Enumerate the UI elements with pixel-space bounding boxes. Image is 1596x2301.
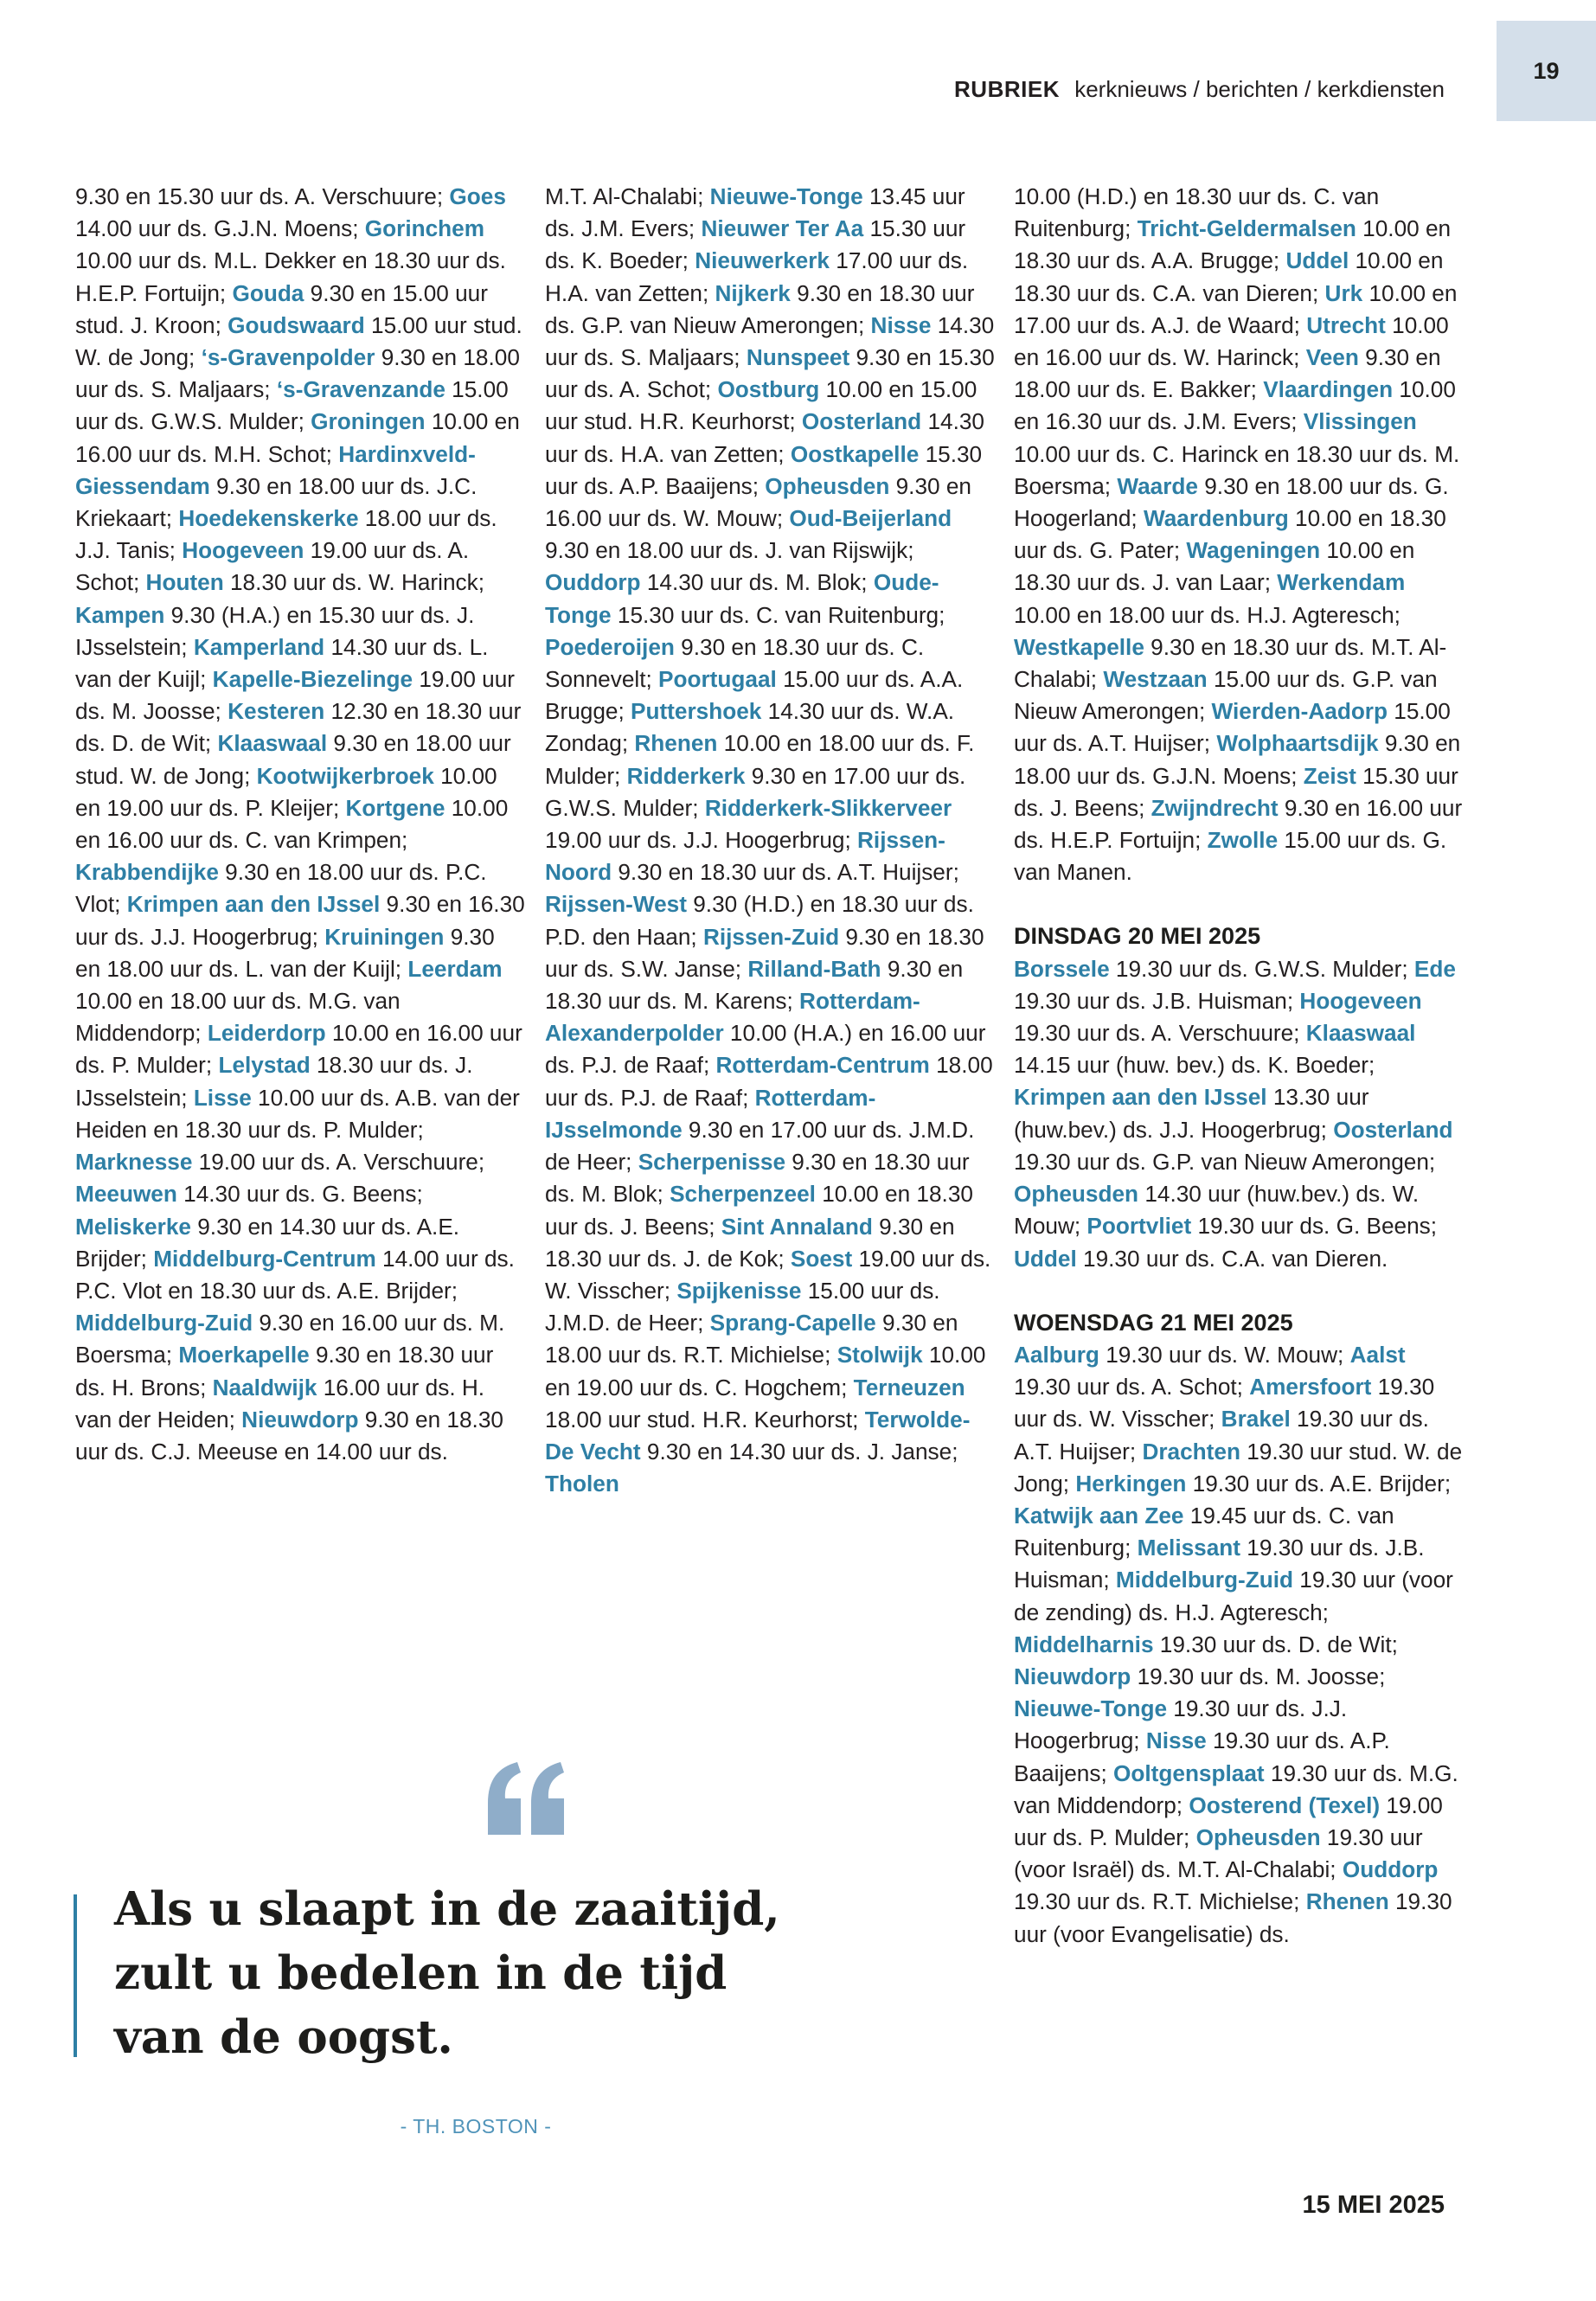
place-name: Opheusden (765, 472, 890, 499)
page-header (954, 76, 1445, 103)
place-name: Kesteren (228, 698, 325, 725)
place-name: Zeist (1303, 762, 1356, 789)
service-details: 19.30 uur ds. A. Verschuure; (1014, 1020, 1306, 1047)
place-name: Hoedekenskerke (178, 505, 359, 532)
service-details: 9.30 en 15.30 uur ds. A. Verschuure; (75, 183, 450, 209)
quote-author: - TH. BOSTON - (400, 2115, 552, 2138)
service-details: 9.30 en 17.00 uur ds. G.W.S. Mulder; (545, 762, 966, 821)
service-details: 19.30 uur ds. M.G. van Middendorp; (1014, 1759, 1458, 1818)
service-details: 14.30 uur ds. M. Blok; (640, 569, 874, 596)
service-details: 18.00 uur ds. J.J. Tanis; (75, 505, 497, 564)
service-details: 10.00 uur ds. C. Harinck en 18.30 uur ds. M. Boersma; (1014, 440, 1460, 499)
place-name: Vlissingen (1303, 408, 1417, 435)
service-details: 9.30 en 18.00 uur ds. G.J.N. Moens; (1014, 730, 1461, 789)
place-name: Kruiningen (324, 923, 445, 950)
service-details: 13.30 uur (huw.bev.) ds. J.J. Hoogerbrug; (1014, 1084, 1369, 1143)
place-name: Nieuwdorp (241, 1406, 359, 1433)
place-name: Vlaardingen (1263, 376, 1394, 403)
place-name: Waardenburg (1143, 505, 1289, 532)
place-name: Rijssen-Noord (545, 827, 945, 886)
service-details: 9.30 en 18.30 uur ds. A.T. Huijser; (612, 859, 959, 886)
place-name: Klaaswaal (1305, 1020, 1416, 1047)
service-details: 9.30 en 15.00 uur stud. J. Kroon; (75, 279, 488, 338)
service-details: 9.30 en 18.00 uur ds. L. van der Kuijl; (75, 923, 495, 982)
service-details: 14.30 uur ds. L. van der Kuijl; (75, 633, 489, 693)
place-name: Goes (449, 183, 506, 209)
place-name: Urk (1324, 279, 1363, 306)
place-name: Goudswaard (228, 311, 365, 338)
service-details: 19.30 uur ds. W. Visscher; (1014, 1374, 1435, 1433)
place-name: Terwolde-De Vecht (545, 1406, 971, 1465)
service-details: 15.30 uur ds. C. van Ruitenburg; (611, 601, 945, 628)
service-details: 9.30 en 18.30 uur ds. J. de Kok; (545, 1213, 955, 1272)
service-details: 19.30 uur ds. A. Schot; (1014, 1374, 1250, 1400)
place-name: Kootwijkerbroek (256, 762, 434, 789)
service-details: 9.30 en 18.30 uur ds. C. Sonnevelt; (545, 633, 925, 693)
service-details: 9.30 en 18.00 uur ds. J.C. Kriekaart; (75, 472, 478, 532)
service-details: M.T. Al-Chalabi; (545, 183, 710, 209)
service-details: 19.00 uur ds. M. Joosse; (75, 666, 516, 725)
service-details: 10.00 en 18.30 uur ds. J. van Laar; (1014, 537, 1415, 596)
place-name: Utrecht (1306, 311, 1386, 338)
service-details: 9.30 en 18.30 uur ds. C.J. Meeuse en 14.00 uur ds. (75, 1406, 503, 1465)
services-text-wednesday (1014, 1339, 1464, 1951)
service-details: 9.30 en 14.30 uur ds. A.E. Brijder; (75, 1213, 460, 1272)
service-details: 19.30 uur ds. C.A. van Dieren. (1076, 1245, 1388, 1272)
place-name: Naaldwijk (212, 1374, 317, 1400)
place-name: Uddel (1285, 247, 1349, 274)
place-name: Scherpenzeel (670, 1181, 816, 1208)
place-name: Groningen (311, 408, 426, 435)
service-details: 19.30 uur (voor Evangelisatie) ds. (1014, 1888, 1452, 1947)
place-name: Melissant (1137, 1535, 1241, 1561)
service-details: 18.30 uur ds. W. Harinck; (223, 569, 485, 596)
service-details: 19.30 uur stud. W. de Jong; (1014, 1438, 1463, 1497)
place-name: Nunspeet (746, 344, 850, 371)
place-name: Veen (1305, 344, 1359, 371)
service-details: 10.00 (H.D.) en 18.30 uur ds. C. van Ruitenburg; (1014, 183, 1380, 242)
quote-open-icon (483, 1760, 569, 1838)
issue-date: 15 MEI 2025 (1302, 2191, 1445, 2219)
place-name: Krabbendijke (75, 859, 219, 886)
place-name: Katwijk aan Zee (1014, 1502, 1184, 1529)
place-name: Klaaswaal (217, 730, 328, 757)
place-name: Rotterdam-IJsselmonde (545, 1084, 876, 1143)
service-details: 9.30 en 18.30 uur ds. M. Blok; (545, 1149, 970, 1208)
place-name: Soest (790, 1245, 853, 1272)
place-name: ‘s-Gravenpolder (201, 344, 375, 371)
place-name: Nieuwe-Tonge (1014, 1695, 1168, 1722)
place-name: Ouddorp (545, 569, 641, 596)
service-details: 14.30 uur ds. W.A. Zondag; (545, 698, 955, 757)
section-heading-wednesday: WOENSDAG 21 MEI 2025 (1014, 1309, 1293, 1336)
column-2 (545, 181, 995, 1500)
service-details: 19.30 uur ds. D. de Wit; (1153, 1631, 1398, 1657)
place-name: Oosterland (801, 408, 922, 435)
service-details: 15.30 uur ds. J. Beens; (1014, 762, 1458, 821)
place-name: Oud-Beijerland (789, 505, 952, 532)
place-name: Zwijndrecht (1151, 794, 1279, 821)
place-name: Ridderkerk (626, 762, 746, 789)
service-details: 19.30 uur ds. J.B. Huisman; (1014, 1535, 1425, 1593)
place-name: Rhenen (634, 730, 718, 757)
service-details: 19.00 uur ds. J.J. Hoogerbrug; (545, 827, 858, 854)
place-name: Hardinxveld-Giessendam (75, 440, 476, 499)
service-details: 10.00 en 15.00 uur stud. H.R. Keurhorst; (545, 376, 977, 435)
place-name: Kapelle-Biezelinge (212, 666, 413, 693)
service-details: 15.00 uur ds. G.P. van Nieuw Amerongen; (1014, 666, 1438, 725)
place-name: Meeuwen (75, 1181, 177, 1208)
place-name: Ouddorp (1342, 1856, 1439, 1883)
services-text (1014, 181, 1464, 888)
service-details: 19.00 uur ds. A. Schot; (75, 537, 470, 596)
place-name: Rijssen-Zuid (702, 923, 840, 950)
place-name: Rotterdam-Centrum (715, 1052, 930, 1079)
service-details: 9.30 en 16.00 uur ds. W. Mouw; (545, 472, 971, 532)
place-name: Middelburg-Centrum (153, 1245, 376, 1272)
place-name: Wolphaartsdijk (1216, 730, 1379, 757)
service-details: 19.30 uur (voor Israël) ds. M.T. Al-Chalabi; (1014, 1823, 1423, 1883)
place-name: Nieuwerkerk (695, 247, 830, 274)
service-details: 9.30 en 18.00 uur ds. E. Bakker; (1014, 344, 1441, 403)
service-details: 9.30 en 17.00 uur ds. J.M.D. de Heer; (545, 1116, 975, 1176)
service-details: 10.00 en 18.30 uur ds. A.A. Brugge; (1014, 215, 1452, 274)
pull-quote-line: van de oogst. (114, 2010, 453, 2064)
place-name: Marknesse (75, 1149, 193, 1176)
service-details: 19.30 uur ds. M. Joosse; (1131, 1663, 1386, 1689)
place-name: Oostburg (717, 376, 820, 403)
service-details: 9.30 en 18.00 uur ds. J. van Rijswijk; (545, 537, 914, 564)
place-name: Meliskerke (75, 1213, 191, 1240)
service-details: 19.00 uur ds. W. Visscher; (545, 1245, 991, 1304)
services-text (545, 181, 995, 1500)
place-name: Kamperland (193, 633, 325, 660)
place-name: Westkapelle (1014, 633, 1144, 660)
pull-quote-line: zult u bedelen in de tijd (114, 1946, 727, 2000)
service-details: 9.30 en 14.30 uur ds. J. Janse; (640, 1438, 958, 1465)
service-details: 10.00 en 18.00 uur ds. H.J. Agteresch; (1014, 601, 1401, 628)
service-details: 9.30 en 18.30 uur ds. G.P. van Nieuw Amerongen; (545, 279, 975, 338)
place-name: Oude-Tonge (545, 569, 939, 628)
service-details: 14.30 uur (huw.bev.) ds. W. Mouw; (1014, 1181, 1420, 1240)
place-name: Scherpenisse (638, 1149, 786, 1176)
service-details: 19.30 uur ds. W. Mouw; (1099, 1341, 1350, 1368)
service-details: 18.00 uur stud. H.R. Keurhorst; (545, 1406, 865, 1433)
service-details: 14.00 uur ds. G.J.N. Moens; (75, 215, 365, 242)
place-name: Middelharnis (1014, 1631, 1154, 1657)
page-number-tab: 19 (1497, 21, 1596, 121)
place-name: Nieuwe-Tonge (709, 183, 863, 209)
place-name: Poederoijen (545, 633, 675, 660)
pull-quote-line: Als u slaapt in de zaaitijd, (114, 1882, 780, 1936)
place-name: Leiderdorp (207, 1020, 326, 1047)
service-details: 17.00 uur ds. H.A. van Zetten; (545, 247, 969, 306)
service-details: 15.00 uur ds. G. van Manen. (1014, 827, 1447, 886)
service-details: 10.00 uur ds. A.B. van der Heiden en 18.30 uur ds. P. Mulder; (75, 1084, 520, 1143)
service-details: 9.30 en 15.30 uur ds. A. Schot; (545, 344, 995, 403)
rubriek-label: RUBRIEK (954, 76, 1060, 102)
service-details: 9.30 en 18.00 uur ds. S. Maljaars; (75, 344, 520, 403)
place-name: Terneuzen (853, 1374, 965, 1400)
service-details: 10.00 en 17.00 uur ds. A.J. de Waard; (1014, 279, 1458, 338)
place-name: Rhenen (1305, 1888, 1389, 1915)
service-details: 10.00 en 16.00 uur ds. C. van Krimpen; (75, 794, 509, 854)
service-details: 19.30 uur ds. J.J. Hoogerbrug; (1014, 1695, 1348, 1754)
service-details: 15.00 uur ds. A.T. Huijser; (1014, 698, 1451, 757)
place-name: Opheusden (1014, 1181, 1139, 1208)
place-name: Poortugaal (658, 666, 777, 693)
place-name: Gouda (232, 279, 304, 306)
service-details: 10.00 en 19.00 uur ds. P. Kleijer; (75, 762, 497, 821)
place-name: Sint Annaland (721, 1213, 873, 1240)
service-details: 9.30 en 18.30 uur ds. M.T. Al-Chalabi; (1014, 633, 1447, 693)
place-name: Oosterend (Texel) (1189, 1791, 1381, 1818)
service-details: 9.30 en 18.00 uur ds. P.C. Vlot; (75, 859, 487, 918)
place-name: Wierden-Aadorp (1211, 698, 1388, 725)
service-details: 14.30 uur ds. G. Beens; (176, 1181, 423, 1208)
place-name: Spijkenisse (676, 1277, 802, 1304)
place-name: Sprang-Capelle (709, 1310, 876, 1336)
place-name: Drachten (1142, 1438, 1240, 1465)
service-details: 19.30 uur (voor de zending) ds. H.J. Agteresch; (1014, 1567, 1453, 1625)
service-details: 14.30 uur ds. S. Maljaars; (545, 311, 995, 371)
place-name: Leerdam (407, 955, 503, 982)
place-name: Middelburg-Zuid (75, 1310, 253, 1336)
place-name: Aalst (1349, 1341, 1406, 1368)
place-name: Ridderkerk-Slikkerveer (704, 794, 952, 821)
place-name: Borssele (1014, 955, 1110, 982)
section-heading-tuesday: DINSDAG 20 MEI 2025 (1014, 923, 1261, 950)
place-name: Nisse (1145, 1727, 1207, 1754)
quote-accent-bar (74, 1894, 77, 2057)
place-name: Zwolle (1207, 827, 1279, 854)
service-details: 19.30 uur ds. J.B. Huisman; (1014, 987, 1300, 1014)
place-name: Amersfoort (1249, 1374, 1372, 1400)
place-name: Hoogeveen (182, 537, 304, 564)
place-name: Wageningen (1186, 537, 1321, 564)
service-details: 19.30 uur ds. R.T. Michielse; (1014, 1888, 1306, 1915)
place-name: Middelburg-Zuid (1115, 1567, 1293, 1593)
place-name: Hoogeveen (1299, 987, 1422, 1014)
service-details: 9.30 en 18.30 uur ds. H. Brons; (75, 1342, 494, 1400)
place-name: Westzaan (1103, 666, 1208, 693)
service-details: 15.00 uur ds. G.W.S. Mulder; (75, 376, 509, 435)
service-details: 15.30 uur ds. K. Boeder; (545, 215, 966, 274)
service-details: 9.30 en 18.30 uur ds. M. Karens; (545, 955, 964, 1015)
place-name: Gorinchem (364, 215, 485, 242)
service-details: 9.30 en 16.30 uur ds. J.J. Hoogerbrug; (75, 891, 525, 950)
place-name: Waarde (1117, 472, 1198, 499)
place-name: Tholen (545, 1471, 619, 1497)
place-name: Werkendam (1277, 569, 1406, 596)
place-name: Aalburg (1014, 1341, 1099, 1368)
place-name: Kampen (75, 601, 165, 628)
place-name: Brakel (1221, 1406, 1291, 1433)
place-name: Moerkapelle (178, 1342, 310, 1368)
service-details: 19.30 uur ds. G.P. van Nieuw Amerongen; (1014, 1148, 1436, 1175)
service-details: 9.30 en 18.30 uur ds. S.W. Janse; (545, 923, 984, 982)
service-details: 10.00 en 18.30 uur ds. C.A. van Dieren; (1014, 247, 1444, 306)
column-1 (75, 181, 525, 1468)
place-name: Ede (1413, 955, 1456, 982)
service-details: 13.45 uur ds. J.M. Evers; (545, 183, 965, 242)
service-details: 9.30 en 18.00 uur ds. R.T. Michielse; (545, 1310, 958, 1368)
place-name: Opheusden (1195, 1823, 1321, 1850)
service-details: 14.30 uur ds. H.A. van Zetten; (545, 408, 984, 467)
service-details: 9.30 en 16.00 uur ds. M. Boersma; (75, 1310, 505, 1368)
place-name: Rijssen-West (545, 891, 687, 918)
service-details: 15.00 uur stud. W. de Jong; (75, 311, 522, 371)
service-details: 14.00 uur ds. P.C. Vlot en 18.30 uur ds. A.E. Brijder; (75, 1245, 515, 1304)
service-details: 15.00 uur ds. J.M.D. de Heer; (545, 1277, 940, 1336)
place-name: Houten (145, 569, 224, 596)
service-details: 9.30 (H.A.) en 15.30 uur ds. J. IJsselstein; (75, 601, 475, 660)
place-name: Krimpen aan den IJssel (126, 891, 381, 918)
place-name: Rilland-Bath (747, 955, 881, 982)
service-details: 14.15 uur (huw. bev.) ds. K. Boeder; (1014, 1052, 1375, 1079)
pull-quote (114, 1877, 824, 2069)
service-details: 9.30 (H.D.) en 18.30 uur ds. P.D. den Haan; (545, 891, 974, 950)
place-name: Lisse (193, 1084, 252, 1111)
service-details: 10.00 en 18.30 uur ds. J. Beens; (545, 1181, 973, 1240)
service-details: 10.00 en 16.30 uur ds. J.M. Evers; (1014, 376, 1456, 435)
place-name: Puttershoek (631, 698, 762, 725)
service-details: 19.00 uur ds. A. Verschuure; (192, 1149, 485, 1176)
service-details: 10.00 en 18.30 uur ds. G. Pater; (1014, 505, 1446, 564)
place-name: Nieuwdorp (1014, 1663, 1131, 1689)
place-name: Tricht-Geldermalsen (1137, 215, 1356, 242)
place-name: Oosterland (1333, 1116, 1453, 1143)
place-name: Nijkerk (715, 279, 791, 306)
service-details: 9.30 en 18.00 uur ds. G. Hoogerland; (1014, 472, 1449, 532)
place-name: Nieuwer Ter Aa (701, 215, 864, 242)
services-text (75, 181, 525, 1468)
place-name: Uddel (1014, 1245, 1077, 1272)
service-details: 19.45 uur ds. C. van Ruitenburg; (1014, 1502, 1394, 1561)
place-name: Herkingen (1075, 1470, 1187, 1497)
rubriek-subtitle: kerknieuws / berichten / kerkdiensten (1074, 76, 1445, 102)
service-details: 10.00 en 18.00 uur ds. M.G. van Middendorp; (75, 988, 401, 1047)
service-details: 10.00 en 19.00 uur ds. C. Hogchem; (545, 1342, 986, 1400)
service-details: 16.00 uur ds. H. van der Heiden; (75, 1374, 485, 1433)
service-details: 18.00 uur ds. P.J. de Raaf; (545, 1052, 993, 1111)
service-details: 19.00 uur ds. P. Mulder; (1014, 1791, 1443, 1850)
service-details: 15.00 uur ds. A.A. Brugge; (545, 666, 964, 725)
service-details: 19.30 uur ds. G. Beens; (1191, 1213, 1438, 1240)
place-name: Lelystad (218, 1052, 311, 1079)
service-details: 9.30 en 18.00 uur stud. W. de Jong; (75, 730, 511, 789)
service-details: 19.30 uur ds. A.E. Brijder; (1186, 1470, 1452, 1497)
service-details: 10.00 uur ds. M.L. Dekker en 18.30 uur ds. H.E.P. Fortuijn; (75, 247, 506, 306)
place-name: ‘s-Gravenzande (276, 376, 445, 403)
place-name: Rotterdam-Alexanderpolder (545, 988, 920, 1047)
service-details: 10.00 en 16.00 uur ds. P. Mulder; (75, 1020, 522, 1079)
service-details: 10.00 en 16.00 uur ds. M.H. Schot; (75, 408, 520, 467)
place-name: Nisse (870, 311, 932, 338)
place-name: Krimpen aan den IJssel (1014, 1084, 1267, 1111)
services-text-tuesday (1014, 953, 1464, 1275)
service-details: 19.30 uur ds. A.P. Baaijens; (1014, 1727, 1390, 1786)
service-details: 19.30 uur ds. A.T. Huijser; (1014, 1406, 1429, 1465)
service-details: 9.30 en 16.00 uur ds. H.E.P. Fortuijn; (1014, 794, 1463, 854)
service-details: 15.30 uur ds. A.P. Baaijens; (545, 440, 983, 499)
place-name: Ooltgensplaat (1113, 1759, 1265, 1786)
service-details: 10.00 en 18.00 uur ds. F. Mulder; (545, 730, 975, 789)
place-name: Kortgene (345, 794, 445, 821)
service-details: 10.00 (H.A.) en 16.00 uur ds. P.J. de Raaf; (545, 1020, 986, 1079)
service-details: 19.30 uur ds. G.W.S. Mulder; (1109, 955, 1414, 982)
column-3 (1014, 181, 1464, 1951)
place-name: Stolwijk (836, 1342, 923, 1368)
service-details: 18.30 uur ds. J. IJsselstein; (75, 1052, 473, 1111)
service-details: 10.00 en 16.00 uur ds. W. Harinck; (1014, 311, 1449, 371)
place-name: Poortvliet (1086, 1213, 1192, 1240)
service-details: 12.30 en 18.30 uur ds. D. de Wit; (75, 698, 522, 757)
place-name: Oostkapelle (790, 440, 920, 467)
